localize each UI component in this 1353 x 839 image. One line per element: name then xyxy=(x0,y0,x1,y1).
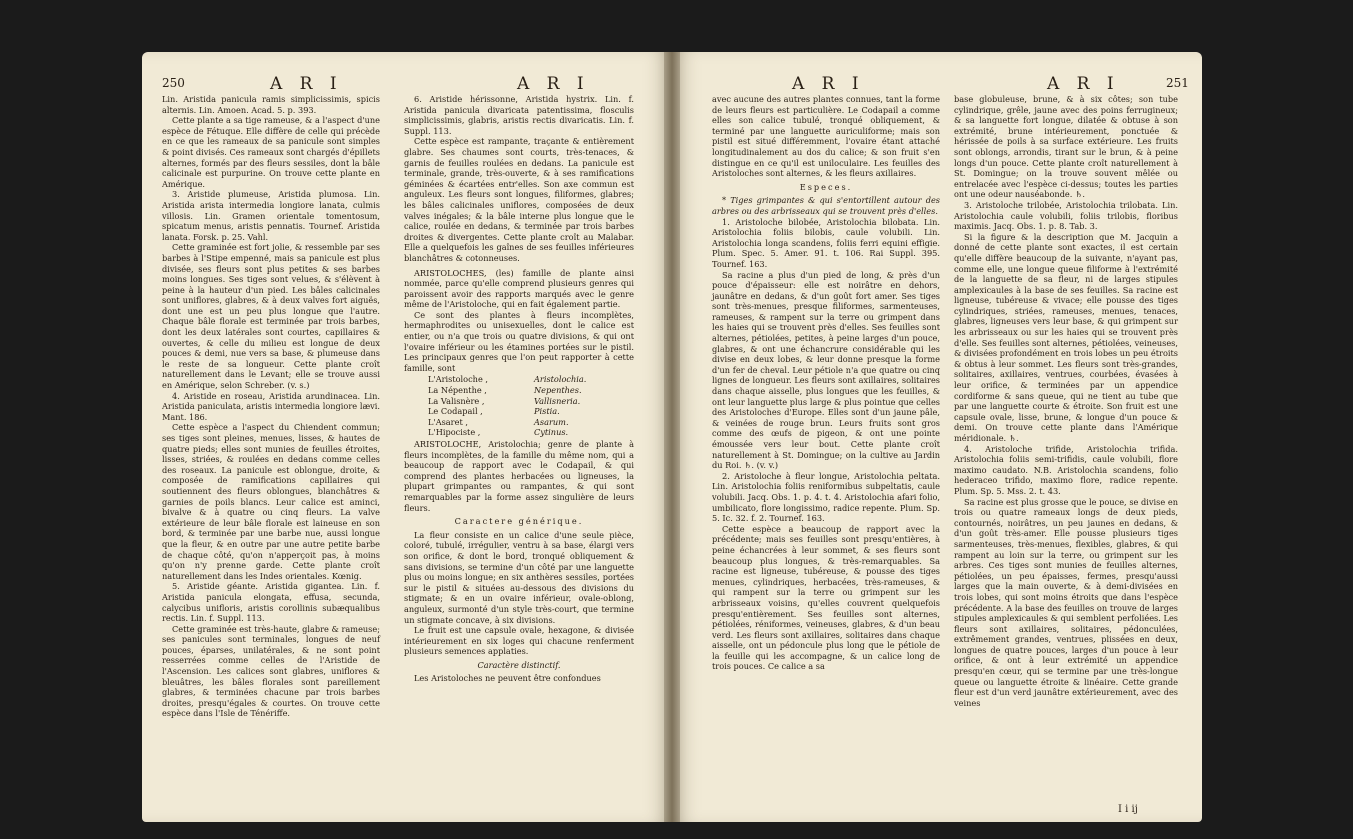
genus-latin: Aristolochia. xyxy=(534,374,587,385)
running-head: A R I xyxy=(792,74,865,94)
book-gutter xyxy=(664,52,680,822)
paragraph: 2. Aristoloche à fleur longue, Aristolochia peltata. Lin. Aristolochia foliis reniformibus subpeltatis, caule volubili. Jacq. Obs. 1. p. 4. t. 4. Aristolochia afari folio, umbilicato, flore longissimo, radice repente. Plum. Sp. 5. Ic. 32. f. 2. Tournef. 163. xyxy=(712,470,940,524)
paragraph: 3. Aristoloche trilobée, Aristolochia trilobata. Lin. Aristolochia caule volubili, foliis trilobis, floribus maximis. Jacq. Obs. 1. p. 8. Tab. 3. xyxy=(954,199,1178,232)
paragraph: 4. Aristoloche trifide, Aristolochia trifida. Aristolochia foliis semi-trifidis, caule volubili, flore maximo caudato. N.B. Aristolochia scandens, folio hederaceo trifido, maximo flore, radice repente. Plum. Sp. 5. Mss. 2. t. 43. xyxy=(954,443,1178,496)
paragraph: Le fruit est une capsule ovale, hexagone, & divisée intérieurement en six loges qui chacune renferment plusieurs semences applaties. xyxy=(404,625,634,657)
paragraph: Cette plante a sa tige rameuse, & a l'aspect d'une espèce de Fétuque. Elle diffère de celle qui précède en ce que les rameaux de sa panicule sont simples & point divisés. Ces rameaux sont chargés d'épillets alternes, formés par des fleurs sessiles, dont la bâle calicinale est purpurine. On trouve cette plante en Amérique. xyxy=(162,115,380,189)
paragraph: avec aucune des autres plantes connues, tant la forme de leurs fleurs est particulière. Le Codapail a comme elles son calice tubulé, tronqué obliquement, & terminé par une languette auriculiforme; mais son pistil est situé différemment, l'ovaire étant attaché longitudinalement au dos du calice; & son fruit s'en distingue en ce qu'il est uniloculaire. Les feuilles des Aristoloches sont alternes, & les fleurs axillaires. xyxy=(712,94,940,179)
running-head: A R I xyxy=(270,74,343,94)
paragraph: 3. Aristide plumeuse, Aristida plumosa. Lin. Aristida arista intermedia longiore lanata, culmis villosis. Lin. Gramen orientale tomentosum, spicatum menus, aristis pennatis. Tournef. Aristida lanata. Forsk. p. 25. Vahl. xyxy=(162,189,380,242)
paragraph: La fleur consiste en un calice d'une seule pièce, coloré, tubulé, irrégulier, ventru à sa base, élargi vers son orifice, & dont le bord, tronqué obliquement & sans divisions, se termine d'un côté par une languette plus ou moins longue; en six anthères sessiles, portées sur le pistil & situées au-dessous des divisions du stigmate; & en un ovaire inférieur, ovale-oblong, anguleux, surmonté d'un style très-court, que termine un stigmate concave, à six divisions. xyxy=(404,529,634,625)
paragraph: Cette espèce est rampante, traçante & entièrement glabre. Ses chaumes sont courts, très-tenaces, & garnis de feuilles roulées en dedans. La panicule est terminale, grande, très-ouverte, & à ses ramifications géminées & écartées entr'elles. Son axe commun est anguleux. Les fleurs sont longues, filiformes, glabres; les bâles calicinales uniflores, composées de deux valves inégales; & la bâle interne plus longue que le calice, roulée en dedans, & terminée par trois barbes droites & divergentes. Cette plante croît au Malabar. Elle a quelquefois les gaînes de ses feuilles inférieures blanchâtres & cotonneuses. xyxy=(404,136,634,263)
paragraph: 1. Aristoloche bilobée, Aristolochia bilobata. Lin. Aristolochia foliis bilobis, caule volubili. Lin. Aristolochia longa scandens, foliis ferri equini effigie. Plum. Spec. 5. Amer. 91. t. 106. Rai Suppl. 395. Tournef. 163. xyxy=(712,216,940,269)
left-page-header xyxy=(162,74,662,96)
section-heading: Caractère distinctif. xyxy=(477,659,561,670)
open-book xyxy=(142,52,1202,822)
paragraph: ARISTOLOCHE, Aristolochia; genre de plante à fleurs incomplètes, de la famille du même nom, qui a beaucoup de rapport avec le Codapail, & qui comprend des plantes herbacées ou ligneuses, la plupart grimpantes ou rampantes, & qui sont remarquables par la forme assez singulière de leurs fleurs. xyxy=(404,439,634,513)
paragraph: Sa racine est plus grosse que le pouce, se divise en trois ou quatre rameaux longs de deux pieds, contournés, noirâtres, un peu jaunes en dedans, & d'un goût très-amer. Elle pousse plusieurs tiges sarmenteuses, très-menues, flexibles, glabres, & qui rampent au loin sur la terre, ou grimpent sur les arbres. Ces tiges sont munies de feuilles alternes, pétiolées, un peu épaisses, fermes, presqu'aussi larges que la main ouverte, & à demi-divisées en trois lobes, qui sont moins étroits que dans l'espèce précédente. A la base des feuilles on trouve de larges stipules amplexicaules & qui semblent perfoliées. Les fleurs sont axillaires, solitaires, pédonculées, extrêmement grandes, ventrues, plissées en deux, longues de quatre pouces, larges d'un pouce à leur orifice, & ont à leur extrémité un appendice presqu'en cœur, qui se termine par une très-longue queue ou languette étroite & linéaire. Cette grande fleur est d'un verd jaunâtre extérieurement, avec des veines xyxy=(954,496,1178,708)
left-page xyxy=(142,52,672,822)
genus-latin: Cytinus. xyxy=(534,427,569,438)
genus-latin: Nepenthes. xyxy=(534,385,582,396)
text-column-2 xyxy=(404,94,634,684)
signature-mark: I i ij xyxy=(1118,804,1138,815)
genus-french: L'Asaret , xyxy=(428,416,468,427)
section-heading: Especes. xyxy=(799,181,853,192)
genus-french: La Valisnère , xyxy=(428,395,485,406)
paragraph: Sa racine a plus d'un pied de long, & près d'un pouce d'épaisseur: elle est noirâtre en dehors, jaunâtre en dedans, & d'un goût fort amer. Ses tiges sont très-menues, presque filiformes, sarmenteuses, rameuses, & rampent sur la terre ou grimpent dans les haies qui se trouvent près d'elles. Ses feuilles sont alternes, pétiolées, petites, à peine larges d'un pouce, glabres, & ont une échancrure considérable qui les divise en deux lobes, & leur donne presque la forme d'un fer de cheval. Leur pétiole n'a que quatre ou cinq lignes de longueur. Les fleurs sont axillaires, solitaires dans chaque aisselle, plus longues que les feuilles, & ont leur languette plus large & plus pointue que celles des Aristoloches d'Europe. Elles sont d'un jaune pâle, & veinées de rouge brun. Leurs fruits sont gros comme des œufs de pigeon, & ont une pointe émoussée vers leur bout. Cette plante croît naturellement à St. Domingue; on la cultive au Jardin du Roi. ♄. (v. v.) xyxy=(712,269,940,471)
page-number-left: 250 xyxy=(162,76,185,90)
genera-list xyxy=(404,374,634,438)
running-head: A R I xyxy=(1047,74,1120,94)
genus-french: L'Aristoloche , xyxy=(428,374,489,385)
genus-french: L'Hipociste , xyxy=(428,427,481,438)
section-heading: Caractere générique. xyxy=(454,516,584,527)
paragraph: Cette espèce a l'aspect du Chiendent commun; ses tiges sont pleines, menues, lisses, & hautes de quatre pieds; elles sont munies de feuilles étroites, lisses, striées, & roulées en dedans comme celles des roseaux. La panicule est oblongue, droite, & composée de ramifications capillaires qui soutiennent des fleurs oblongues, blanchâtres & garnies de poils blancs. Leur calice est aminci, bivalve & à quatre ou cinq fleurs. La valve extérieure de leur bâle florale est laineuse en son bord, & terminée par une barbe nue, aussi longue que la fleur, & en outre par une autre petite barbe de chaque côté, qu'on n'apperçoit pas, à moins qu'on n'y prenne garde. Cette plante croît naturellement dans les Indes orientales. Kœnig. xyxy=(162,422,380,581)
paragraph: Lin. Aristida panicula ramis simplicissimis, spicis alternis. Lin. Amoen. Acad. 5. p. 393. xyxy=(162,94,380,115)
text-column-3 xyxy=(712,94,940,672)
paragraph: 5. Aristide géante. Aristida gigantea. Lin. f. Aristida panicula elongata, effusa, secunda, calycibus unifloris, aristis corollinis subæqualibus rectis. Lin. f. Suppl. 113. xyxy=(162,581,380,624)
right-page-header xyxy=(692,74,1192,96)
paragraph: Cette espèce a beaucoup de rapport avec la précédente; mais ses feuilles sont presqu'entières, à peine échancrées à leur sommet, & ses fleurs sont beaucoup plus longues, & très-remarquables. Sa racine est ligneuse, tubéreuse, & pousse des tiges menues, cylindriques, herbacées, très-rameuses, & qui rampent sur la terre ou grimpent sur les arbrisseaux voisins, qu'elles couvrent quelquefois presqu'entièrement. Ses feuilles sont alternes, pétiolées, réniformes, veineuses, glabres, & d'un beau verd. Les fleurs sont axillaires, solitaires dans chaque aisselle, ont un pédoncule plus long que le pétiole de la feuille qui les accompagne, & un calice long de trois pouces. Ce calice a sa xyxy=(712,523,940,672)
paragraph: ARISTOLOCHES, (les) famille de plante ainsi nommée, parce qu'elle comprend plusieurs genres qui paroissent avoir des rapports marqués avec le genre même de l'Aristoloche, qui en fait également partie. xyxy=(404,267,634,310)
paragraph: Si la figure & la description que M. Jacquin a donné de cette plante sont exactes, il est certain qu'elle diffère beaucoup de la suivante, n'ayant pas, comme elle, une longue queue filiforme à l'extrémité de la languette de sa fleur, ni de larges stipules amplexicaules à la base de ses feuilles. Sa racine est ligneuse, tubéreuse & vivace; elle pousse des tiges cylindriques, striées, rameuses, menues, tenaces, glabres, ligneuses vers leur base, & qui grimpent sur les arbrisseaux ou sur les haies qui se trouvent près d'elle. Ses feuilles sont alternes, pétiolées, veineuses, & divisées profondément en trois lobes un peu étroits & obtus à leur sommet. Les fleurs sont très-grandes, solitaires, axillaires, ventrues, courbées, évasées à leur orifice, & terminées par un appendice cordiforme & sans queue, qui ne tient au tube que par une languette courte & étroite. Son fruit est une capsule ovale, lisse, brune, & longue d'un pouce & demi. On trouve cette plante dans l'Amérique méridionale. ♄. xyxy=(954,231,1178,443)
right-page xyxy=(672,52,1202,822)
genus-latin: Pistia. xyxy=(534,406,560,417)
paragraph: 6. Aristide hérissonne, Aristida hystrix. Lin. f. Aristida panicula divaricata patentissima, flosculis simplicissimis, glabris, aristis rectis divaricatis. Lin. f. Suppl. 113. xyxy=(404,94,634,136)
genus-french: Le Codapail , xyxy=(428,406,483,417)
paragraph: Les Aristoloches ne peuvent être confondues xyxy=(414,673,601,684)
paragraph: base globuleuse, brune, & à six côtes; son tube cylindrique, grêle, jaune avec des poins ferrugineux; & sa languette fort longue, dilatée & obtuse à son extrémité, brune intérieurement, ponctuée & hérissée de poils à sa surface extérieure. Les fruits sont oblongs, arrondis, tirant sur le brun, & à peine longs d'un pouce. Cette plante croît naturellement à St. Domingue; on la trouve souvent mêlée ou entrelacée avec l'espèce ci-dessus; toutes les parties ont une odeur nauséabonde. ♄. xyxy=(954,94,1178,200)
text-column-1 xyxy=(162,94,380,719)
paragraph: Cette graminée est fort jolie, & ressemble par ses barbes à l'Stipe empenné, mais sa panicule est plus divisée, ses fleurs sont plus petites & ses barbes moins longues. Ses tiges sont velues, & s'élèvent à peine à la hauteur d'un pied. Les bâles calicinales sont uniflores, glabres, & à deux valves fort aiguës, dont une est un peu plus longue que l'autre. Chaque bâle florale est terminée par trois barbes, dont les deux latérales sont courtes, capillaires & ouvertes, & celle du milieu est longue de deux pouces & demi, nue vers sa base, & plumeuse dans le reste de sa longueur. Cette plante croît naturellement dans le Levant; elle se trouve aussi en Amérique, selon Schreber. (v. s.) xyxy=(162,242,380,391)
running-head: A R I xyxy=(517,74,590,94)
genus-french: La Népenthe , xyxy=(428,385,487,396)
page-number-right: 251 xyxy=(1166,76,1189,90)
text-column-4 xyxy=(954,94,1178,708)
paragraph: Ce sont des plantes à fleurs incomplètes, hermaphrodites ou unisexuelles, dont le calice est entier, ou n'a que trois ou quatre divisions, & qui ont l'ovaire inférieur ou les étamines portées sur le pistil. Les principaux genres que l'on peut rapporter à cette famille, sont xyxy=(404,309,634,373)
genus-latin: Vallisneria. xyxy=(534,395,581,406)
genus-latin: Asarum. xyxy=(534,416,569,427)
paragraph: 4. Aristide en roseau, Aristida arundinacea. Lin. Aristida paniculata, aristis intermedia longiore lævi. Mant. 186. xyxy=(162,390,380,422)
section-note: * Tiges grimpantes & qui s'entortillent autour des arbres ou des arbrisseaux qui se trouvent près d'elles. xyxy=(712,195,940,216)
paragraph: Cette graminée est très-haute, glabre & rameuse; ses panicules sont terminales, longues de neuf pouces, éparses, unilatérales, & ne sont point resserrées comme celles de l'Aristide de l'Ascension. Les calices sont glabres, uniflores & bleuâtres, les bâles florales sont pareillement glabres, & terminées chacune par trois barbes droites, presqu'égales & courtes. On trouve cette espèce dans l'Isle de Ténériffe. xyxy=(162,623,380,719)
